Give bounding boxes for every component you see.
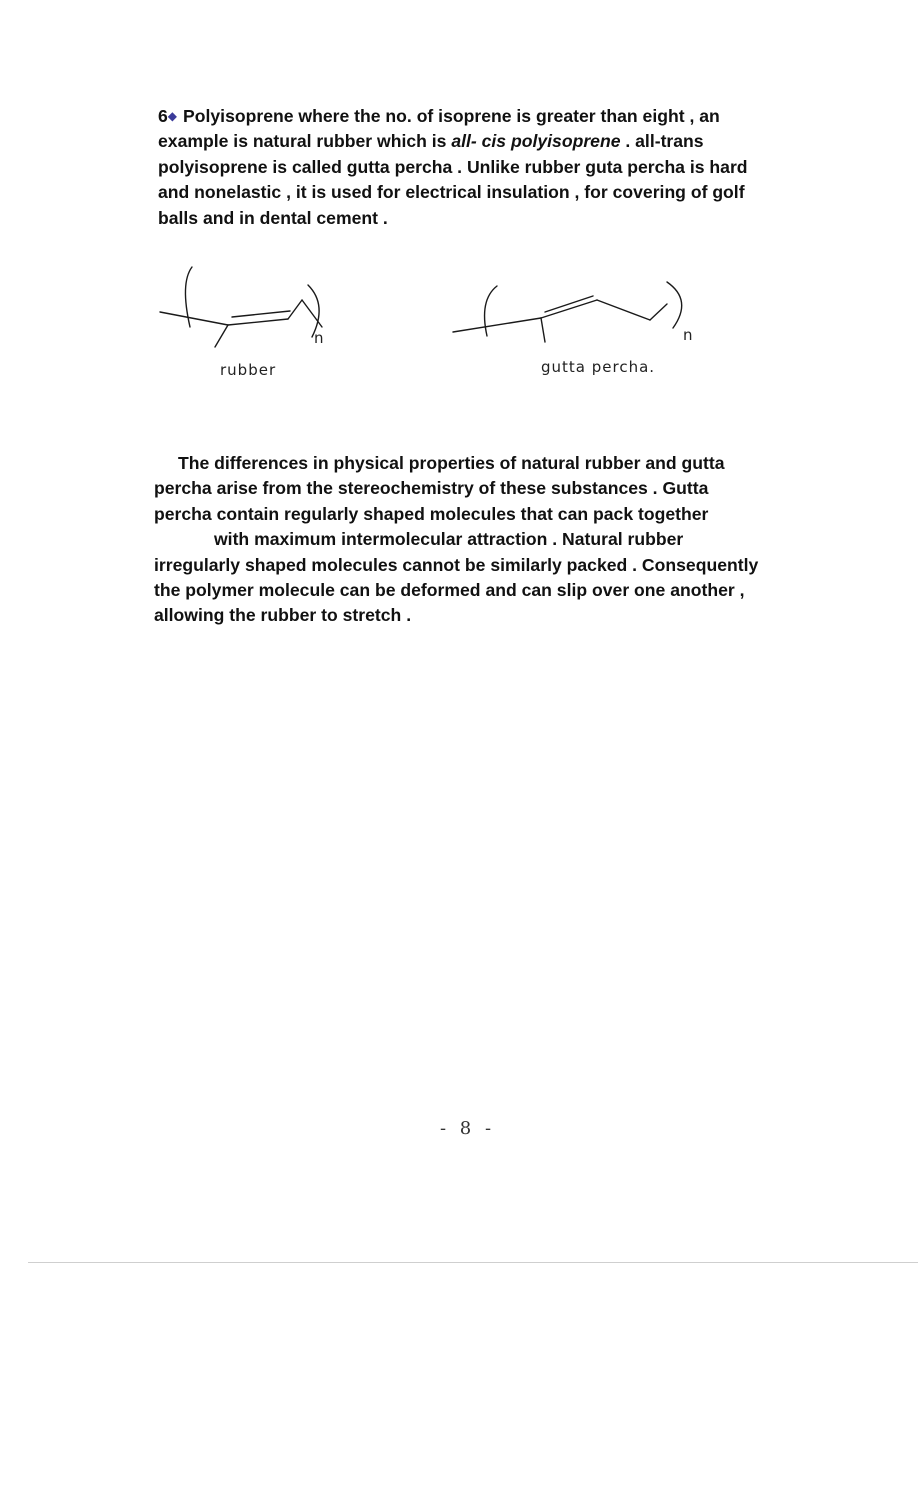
page-number: - 8 - xyxy=(440,1118,496,1139)
gutta-percha-structure-drawing xyxy=(445,270,725,400)
paragraph-line: percha arise from the stereochemistry of these substances . Gutta xyxy=(154,478,709,499)
paragraph-line: irregularly shaped molecules cannot be similarly packed . Consequently xyxy=(154,554,759,575)
paragraph-polyisoprene xyxy=(158,104,798,231)
paragraph-line: and nonelastic , it is used for electrical insulation , for covering of golf xyxy=(158,182,745,203)
paragraph-line: The differences in physical properties of natural rubber and gutta xyxy=(178,453,725,473)
paragraph-line: percha contain regularly shaped molecules that can pack together xyxy=(154,503,709,524)
gutta-percha-subscript: n xyxy=(683,326,694,344)
paragraph-line xyxy=(158,129,798,154)
paragraph-line xyxy=(158,104,798,129)
rubber-structure-drawing xyxy=(150,255,350,395)
gutta-percha-label: gutta percha. xyxy=(541,358,656,376)
paragraph-line: with maximum intermolecular attraction . Natural rubber xyxy=(214,529,684,550)
item-number: 6 xyxy=(158,106,168,126)
bullet-icon: ◆ xyxy=(167,109,178,123)
paragraph-line: the polymer molecule can be deformed and can slip over one another , xyxy=(154,580,745,601)
line-text: . all-trans xyxy=(620,131,704,152)
italic-term: all- cis polyisoprene xyxy=(451,131,621,152)
rubber-label: rubber xyxy=(220,361,277,379)
paragraph-line: allowing the rubber to stretch . xyxy=(154,605,412,626)
line-text: example is natural rubber which is xyxy=(158,131,452,152)
paragraph-differences xyxy=(154,451,804,629)
paragraph-line: polyisoprene is called gutta percha . Unlike rubber guta percha is hard xyxy=(158,156,748,177)
paragraph-line: balls and in dental cement . xyxy=(158,207,388,228)
rubber-subscript: n xyxy=(314,329,325,347)
scan-divider xyxy=(28,1262,918,1263)
line-text: Polyisoprene where the no. of isoprene is greater than eight , an xyxy=(183,106,720,126)
